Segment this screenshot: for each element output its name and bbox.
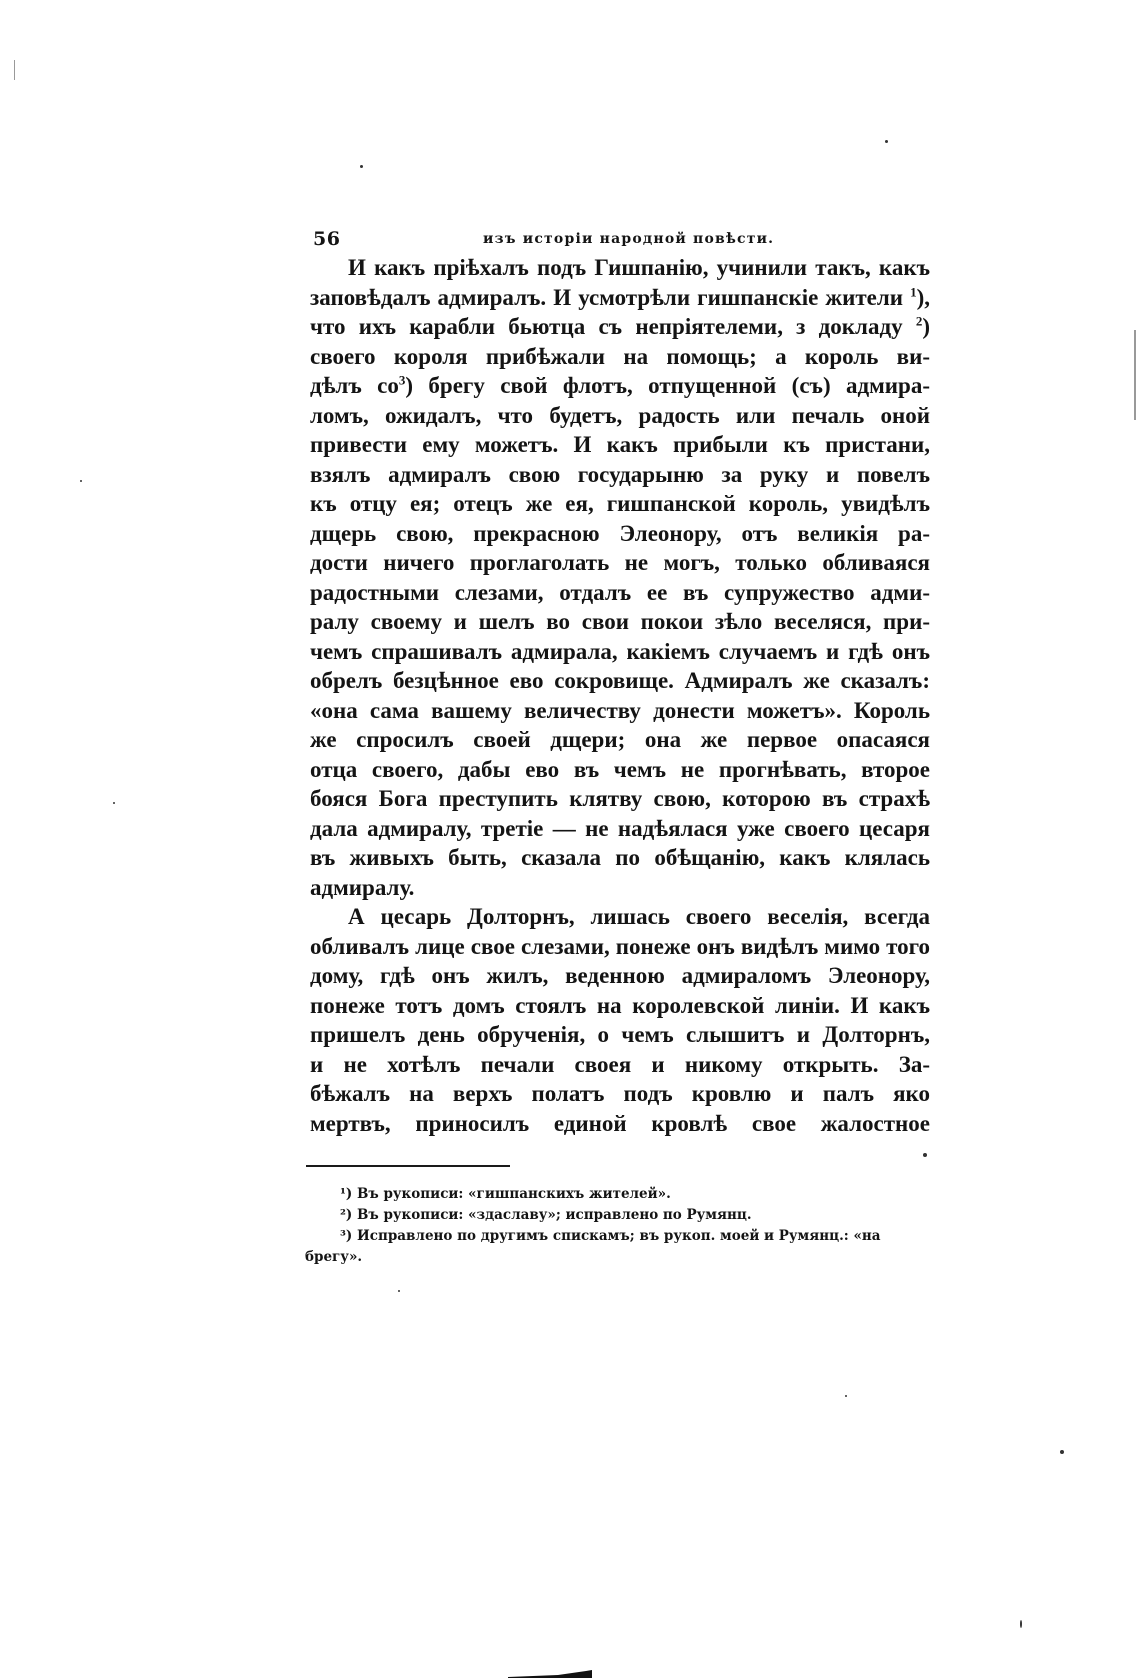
text-line: адмиралу. — [310, 874, 415, 900]
scan-edge-mark-right — [1134, 330, 1136, 420]
footnotes — [305, 1184, 930, 1268]
scan-speck — [1020, 1620, 1022, 1628]
footnote-separator — [306, 1165, 510, 1167]
page-number: 56 — [313, 228, 341, 250]
text-line: радостными слезами, отдалъ ее въ супружество адми- — [310, 579, 930, 605]
text-line: обрелъ безцѣнное ево сокровище. Адмиралъ же сказалъ: — [310, 668, 930, 693]
text-line: А цесарь Долторнъ, лишась своего веселія, всегда — [348, 904, 930, 929]
text-line: мертвъ, приносилъ единой кровлѣ свое жалостное — [310, 1110, 930, 1136]
text-line: отца своего, дабы ево въ чемъ не прогнѣвать, второе — [310, 756, 930, 782]
text-line: привести ему можетъ. И какъ прибыли къ пристани, — [310, 432, 930, 457]
footnote-mark: 1 — [910, 283, 917, 299]
footnote-mark: 3 — [398, 372, 406, 388]
text-line: дому, гдѣ онъ жилъ, веденною адмираломъ Элеонору, — [310, 963, 930, 988]
scan-speck — [845, 1395, 847, 1397]
footnote-3: ³) Исправлено по другимъ спискамъ; въ рукоп. моей и Румянц.: «на — [340, 1228, 881, 1244]
text-line: «она сама вашему величеству донести можетъ». Король — [310, 697, 930, 723]
body-text — [310, 253, 930, 1138]
text-line: понеже тотъ домъ стоялъ на королевской линіи. И какъ — [310, 992, 930, 1018]
text-line: бояся Бога преступить клятву свою, которою въ страхѣ — [310, 786, 930, 811]
scan-speck — [923, 1153, 927, 1157]
text-line: пришелъ день обрученія, о чемъ слышитъ и Долторнъ, — [310, 1022, 930, 1047]
footnote-mark: 2 — [915, 313, 923, 329]
text-line: дости ничего проглаголать не могъ, только обливаяся — [310, 550, 930, 575]
text-line: ралу своему и шелъ во свои покои зѣло веселяся, при- — [310, 609, 930, 634]
footnote-1: ¹) Въ рукописи: «гишпанскихъ жителей». — [340, 1186, 671, 1202]
scan-speck — [885, 140, 888, 143]
scan-speck — [80, 480, 82, 482]
text-line: своего короля прибѣжали на помощь; а король ви- — [310, 343, 930, 369]
scan-edge-mark-left — [14, 60, 15, 80]
scan-speck — [398, 1290, 400, 1292]
text-line: что ихъ карабли бьютца съ непріятелеми, з докладу $^2$) — [310, 313, 931, 339]
printer-mark — [508, 1670, 592, 1678]
text-line: взялъ адмиралъ свою государыню за руку и повелъ — [310, 461, 930, 487]
running-title: изъ исторіи народной повѣсти. — [483, 231, 775, 247]
text-line: же спросилъ своей дщери; она же первое опасаяся — [310, 727, 930, 752]
text-line: дала адмиралу, третіе — не надѣялася уже своего цесаря — [310, 815, 930, 841]
text-line: заповѣдалъ адмиралъ. И усмотрѣли гишпанскіе жители $^1$), — [310, 283, 931, 310]
text-line: дщерь свою, прекрасною Элеонору, отъ великія ра- — [310, 520, 930, 546]
text-line: въ живыхъ быть, сказала по обѣщанію, какъ клялась — [310, 845, 930, 870]
footnote-2: ²) Въ рукописи: «здаславу»; исправлено по Румянц. — [340, 1207, 752, 1223]
text-line: ломъ, ожидалъ, что будетъ, радость или печаль оной — [310, 402, 930, 428]
text-line: бѣжалъ на верхъ полатъ подъ кровлю и палъ яко — [310, 1081, 930, 1106]
text-line: дѣлъ $со^3$) брегу свой флотъ, отпущенной (съ) адмира- — [310, 372, 930, 398]
text-line: и не хотѣлъ печали своея и никому открыть. За- — [310, 1051, 930, 1077]
text-line: обливалъ лице свое слезами, понеже онъ видѣлъ мимо того — [310, 933, 930, 959]
scan-speck — [1060, 1450, 1064, 1454]
scan-speck — [113, 802, 115, 804]
text-line: И какъ пріѣхалъ подъ Гишпанію, учинили такъ, какъ — [348, 255, 930, 280]
text-line: къ отцу ея; отецъ же ея, гишпанской король, увидѣлъ — [310, 491, 930, 516]
footnote-3-continued: брегу». — [305, 1249, 363, 1265]
paragraph-2 — [310, 902, 930, 1138]
text-line: чемъ спрашивалъ адмирала, какіемъ случаемъ и гдѣ онъ — [310, 638, 930, 664]
paragraph-1 — [310, 253, 930, 902]
scan-speck — [360, 165, 363, 168]
